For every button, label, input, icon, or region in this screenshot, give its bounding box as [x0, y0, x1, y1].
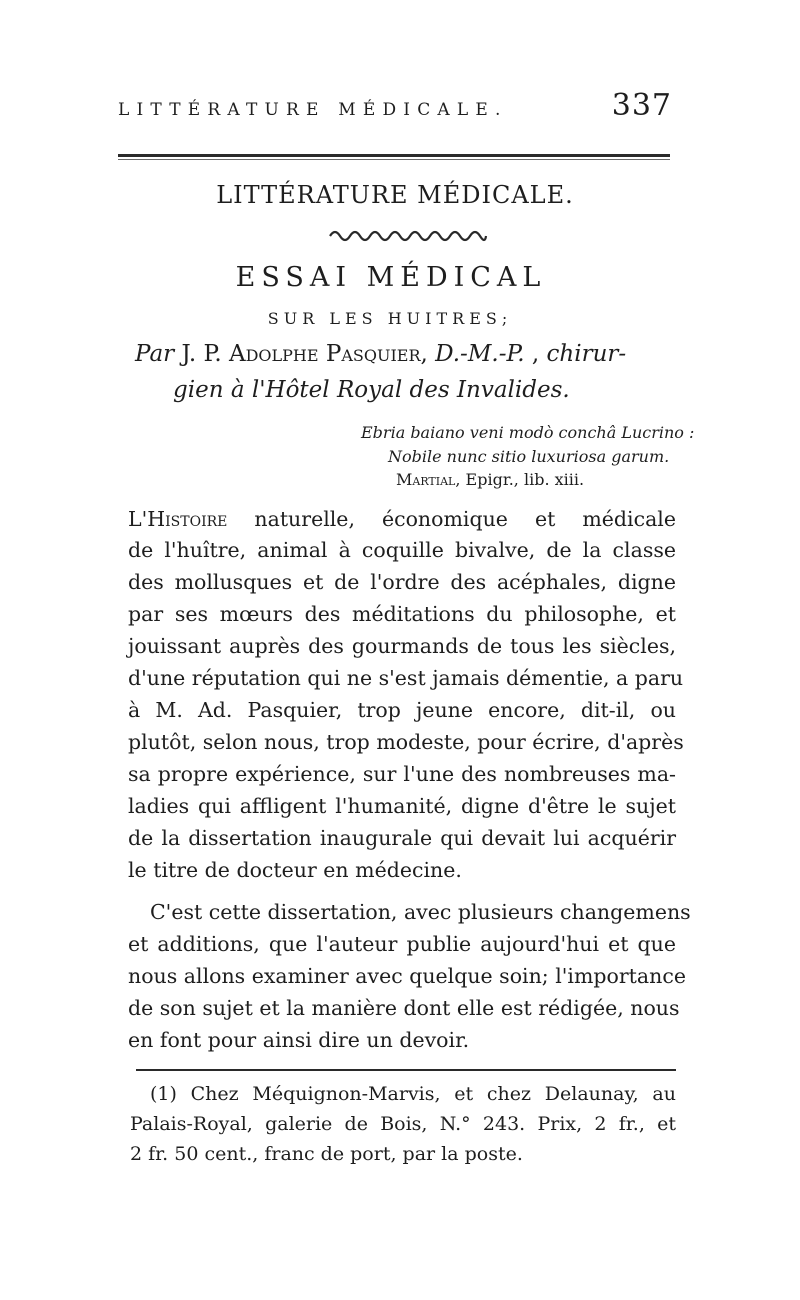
body-line-8: plutôt, selon nous, trop modeste, pour écrire, d'après	[128, 730, 684, 754]
section-title: LITTÉRATURE MÉDICALE.	[216, 181, 574, 209]
body-line-9: sa propre expérience, sur l'une des nombreuses ma-	[128, 762, 676, 786]
article-title: ESSAI MÉDICAL	[235, 262, 547, 293]
byline-line-1: Par J. P. Adolphe Pasquier, D.-M.-P. , chirur-	[135, 341, 627, 367]
attribution-author: Martial	[396, 470, 456, 489]
body-line-14: et additions, que l'auteur publie aujourd'hui et que	[128, 932, 676, 956]
byline-author: Adolphe Pasquier	[228, 341, 421, 367]
header-rule-thin	[118, 159, 670, 160]
body-line-15: nous allons examiner avec quelque soin; l'importance	[128, 964, 686, 988]
body-line-1	[128, 507, 676, 531]
body-line-16: de son sujet et la manière dont elle est rédigée, nous	[128, 996, 680, 1020]
footnote-line-1: (1) Chez Méquignon-Marvis, et chez Delaunay, au	[150, 1083, 676, 1105]
byline-line-2: gien à l'Hôtel Royal des Invalides.	[173, 377, 570, 403]
running-head-title: LITTÉRATURE MÉDICALE.	[118, 100, 508, 120]
byline-role-1: chirur-	[546, 341, 627, 367]
body-line-6: d'une réputation qui ne s'est jamais démentie, a paru	[128, 666, 684, 690]
body-line-text: naturelle, économique et médicale	[227, 507, 676, 531]
byline-par: Par	[135, 341, 175, 367]
body-line-2: de l'huître, animal à coquille bivalve, de la classe	[128, 538, 676, 562]
body-line-11: de la dissertation inaugurale qui devait lui acquérir	[128, 826, 676, 850]
page-number: 337	[611, 88, 672, 123]
epigraph-attribution	[396, 470, 584, 489]
paragraph-lead-initial: L'H	[128, 507, 166, 531]
body-line-7: à M. Ad. Pasquier, trop jeune encore, dit-il, ou	[128, 698, 676, 722]
paragraph-lead-rest: istoire	[165, 507, 228, 531]
byline-degree: D.-M.-P.	[435, 341, 525, 367]
body-line-10: ladies qui affligent l'humanité, digne d'être le sujet	[128, 794, 676, 818]
body-line-13: C'est cette dissertation, avec plusieurs changemens	[150, 900, 691, 924]
epigraph-line-1: Ebria baiano veni modò conchâ Lucrino :	[361, 423, 695, 442]
body-line-17: en font pour ainsi dire un devoir.	[128, 1028, 470, 1052]
wavy-ornament	[328, 226, 488, 246]
footnote-line-3: 2 fr. 50 cent., franc de port, par la poste.	[130, 1143, 523, 1165]
header-rule-thick	[118, 154, 670, 157]
epigraph-line-2: Nobile nunc sitio luxuriosa garum.	[388, 447, 670, 466]
running-head	[118, 88, 678, 128]
body-line-12: le titre de docteur en médecine.	[128, 858, 462, 882]
body-line-4: par ses mœurs des méditations du philosophe, et	[128, 602, 676, 626]
footnote-line-2: Palais-Royal, galerie de Bois, N.° 243. Prix, 2 fr., et	[130, 1113, 676, 1135]
byline-initials: J. P.	[181, 341, 222, 367]
attribution-work: , Epigr., lib. xiii.	[455, 470, 585, 489]
body-line-3: des mollusques et de l'ordre des acéphales, digne	[128, 570, 676, 594]
article-subtitle: SUR LES HUITRES;	[267, 309, 513, 328]
body-line-5: jouissant auprès des gourmands de tous les siècles,	[128, 634, 676, 658]
footnote-rule	[136, 1069, 676, 1071]
